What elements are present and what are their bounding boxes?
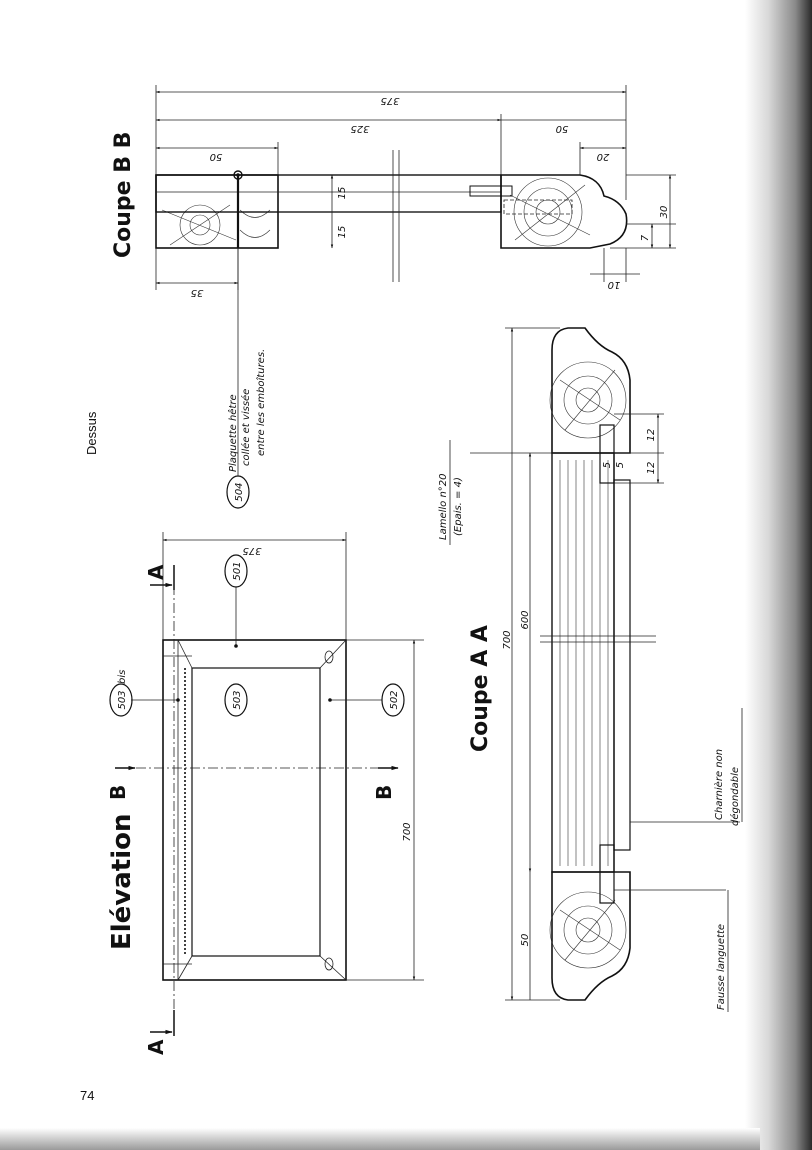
part-501-bubble bbox=[225, 555, 247, 648]
dim-bb-15b: 15 bbox=[337, 225, 348, 239]
elevation-view bbox=[106, 173, 424, 1055]
svg-text:503: 503 bbox=[117, 690, 128, 710]
section-aa-view bbox=[438, 328, 742, 1012]
svg-text:bis: bis bbox=[117, 669, 128, 684]
book-spine-shadow bbox=[745, 0, 812, 1150]
svg-text:501: 501 bbox=[232, 561, 243, 581]
dim-aa-600: 600 bbox=[520, 610, 531, 630]
dim-elevation-width: 375 bbox=[242, 545, 262, 556]
note-plaquette-2: collée et vissée bbox=[241, 388, 252, 466]
dim-bb-10: 10 bbox=[607, 279, 621, 290]
part-503-bubble bbox=[225, 684, 247, 716]
dim-aa-12b: 12 bbox=[646, 461, 657, 475]
section-bb-view bbox=[111, 85, 676, 298]
section-bb-title: Coupe B B bbox=[111, 131, 136, 258]
marker-b-right: B bbox=[372, 784, 396, 800]
dim-bb-50a: 50 bbox=[555, 123, 569, 134]
svg-text:504: 504 bbox=[234, 482, 245, 502]
elevation-title: Elévation bbox=[107, 813, 137, 950]
dim-bb-35: 35 bbox=[190, 287, 204, 298]
note-plaquette-1: Plaquette hêtre bbox=[228, 394, 239, 472]
part-502-bubble bbox=[328, 684, 404, 716]
marker-a-bottom: A bbox=[144, 1039, 168, 1055]
note-charniere-1: Charnière non bbox=[714, 748, 725, 820]
page-number: 74 bbox=[80, 1088, 95, 1103]
dim-aa-5b: 5 bbox=[615, 461, 626, 469]
dim-bb-15a: 15 bbox=[337, 186, 348, 200]
section-aa-title: Coupe A A bbox=[468, 625, 493, 752]
svg-text:502: 502 bbox=[389, 690, 400, 710]
svg-text:503: 503 bbox=[232, 690, 243, 710]
dim-bb-325: 325 bbox=[350, 123, 370, 134]
dim-aa-12a: 12 bbox=[646, 428, 657, 442]
dim-bb-375: 375 bbox=[380, 95, 400, 106]
page-bottom-edge bbox=[0, 1128, 760, 1150]
note-lamello-2: (Epais. = 4) bbox=[453, 477, 464, 536]
note-fausse-languette: Fausse languette bbox=[716, 923, 727, 1010]
marker-b-left: B bbox=[106, 784, 130, 800]
dim-aa-700: 700 bbox=[502, 630, 513, 650]
dim-bb-50b: 50 bbox=[209, 151, 223, 162]
note-lamello-1: Lamello n°20 bbox=[438, 473, 449, 540]
marker-a-top: A bbox=[144, 564, 168, 580]
dim-elevation-length: 700 bbox=[402, 822, 413, 842]
page-header: Dessus bbox=[84, 411, 99, 455]
dim-aa-50: 50 bbox=[520, 933, 531, 947]
part-503bis-bubble bbox=[110, 670, 180, 716]
dim-bb-20: 20 bbox=[596, 151, 610, 162]
note-charniere-2: dégondable bbox=[730, 766, 741, 826]
note-plaquette-3: entre les emboîtures. bbox=[256, 348, 267, 456]
dim-aa-5a: 5 bbox=[602, 461, 613, 469]
dim-bb-30: 30 bbox=[659, 205, 670, 219]
dim-bb-7: 7 bbox=[640, 234, 651, 242]
